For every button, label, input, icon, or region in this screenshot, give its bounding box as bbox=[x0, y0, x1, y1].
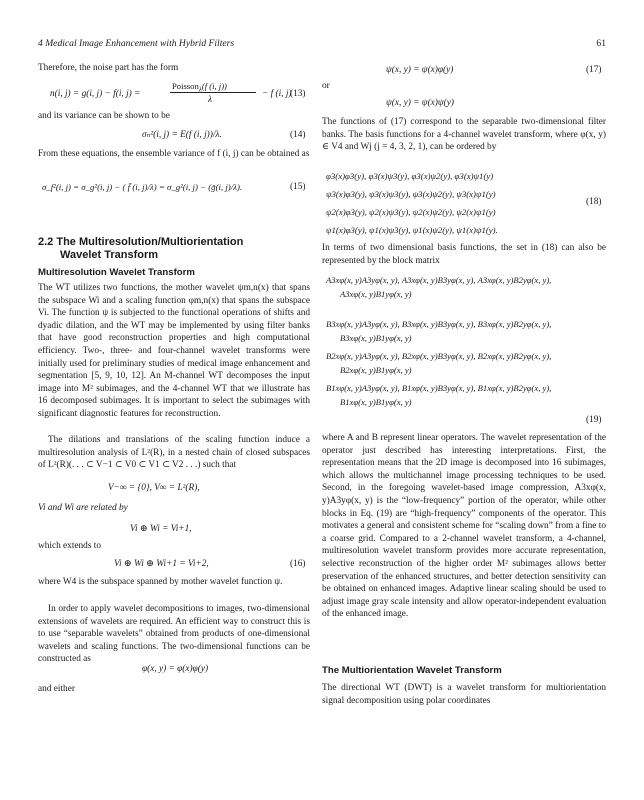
paragraph: The dilations and translations of the scaling function induce a multiresolution analysis of L²(R), in a nested chain of closed subspaces of L²(R)(. . . ⊂ V−1 ⊂ V0 ⊂ V1 ⊂ V2 . . .) such that bbox=[38, 435, 310, 471]
running-header bbox=[38, 38, 606, 49]
paragraph: Therefore, the noise part has the form bbox=[38, 63, 179, 73]
paragraph: and either bbox=[38, 684, 75, 694]
equation-number: (18) bbox=[586, 197, 602, 207]
equation-number: (19) bbox=[586, 415, 602, 425]
paragraph: which extends to bbox=[38, 541, 101, 551]
subsection-heading: Multiresolution Wavelet Transform bbox=[38, 267, 195, 278]
paragraph: Vi and Wi are related by bbox=[38, 503, 128, 513]
paragraph: The directional WT (DWT) is a wavelet transform for multiorientation signal decomposition using polar coordinates bbox=[322, 683, 606, 706]
paragraph: where W4 is the subspace spanned by mother wavelet function ψ. bbox=[38, 577, 283, 587]
paragraph: From these equations, the ensemble variance of f (i, j) can be obtained as bbox=[38, 149, 310, 159]
section-heading: 2.2 The Multiresolution/Multiorientation Wavelet Transform bbox=[38, 236, 244, 261]
fraction-bar bbox=[170, 92, 256, 93]
equation-number: (13) bbox=[290, 89, 306, 99]
page-number: 61 bbox=[596, 38, 606, 49]
equation: ψ(x, y) = ψ(x)ψ(y) bbox=[386, 98, 454, 108]
subsection-heading: The Multiorientation Wavelet Transform bbox=[322, 665, 502, 676]
paragraph: In terms of two dimensional basis functions, the set in (18) can also be represented by the block matrix bbox=[322, 243, 606, 266]
paragraph: In order to apply wavelet decompositions to images, two-dimensional extensions of wavelets are required. An efficient way to construct this is to use “separable wavelets” obtained from products of one-dimensional wavelets and scaling functions. The two-dimensional functions can be constructed as bbox=[38, 604, 310, 665]
equation-number: (17) bbox=[586, 65, 602, 75]
paragraph: and its variance can be shown to be bbox=[38, 111, 170, 121]
equation-number: (14) bbox=[290, 130, 306, 140]
equation: φ(x, y) = φ(x)φ(y) bbox=[142, 664, 209, 674]
paragraph: The functions of (17) correspond to the separable two-dimensional filter banks. The basis functions for a 4-channel wavelet transform, where φ(x, y) ∈ V4 and Wj (j = 4, 3, 2, 1), can be ordered by bbox=[322, 117, 606, 153]
chapter-title: 4 Medical Image Enhancement with Hybrid Filters bbox=[38, 38, 235, 49]
equation-number: (16) bbox=[290, 559, 306, 569]
paragraph: where A and B represent linear operators. The wavelet representation of the operator just described has interesting interpretations. First, the representation means that the 2D image is decomposed into 16 subimages, which allows the multichannel image processing techniques to be used. Second, in the foregoing wavelet-based image compression, A3xφ(x, y)A3yφ(x, y) is the “low-frequency” portion of the operator, while other blocks in Eq. (19) are “high-frequency” components of the operator. This motivates a general and consistent scheme for “scaling down” from a fine to a coarse grid. Compared to a 2-channel wavelet transform, a 4-channel, multiresolution wavelet transform provides more accurate representation, selective reconstruction of the higher order M² subimages allows better preservation of the enhanced structures, and better detection sensitivity can be obtained on enhanced images. Adaptive linear scaling should be used to adjust image gray scale intensity and allow operator-independent evaluation of the enhanced image. bbox=[322, 433, 606, 620]
equation-number: (15) bbox=[290, 182, 306, 192]
paragraph: or bbox=[322, 81, 330, 91]
equation: Vi ⊕ Wi = Vi+1, bbox=[130, 524, 192, 534]
paragraph: The WT utilizes two functions, the mother wavelet ψm,n(x) that spans the subspace Wi and a scaling function φm,n(x) that spans the subspace Vi. The function ψ is subjected to the functional operations of shifts and dyadic dilation, and the WT may be implemented by using filter banks that have good reconstruction properties and high computational efficiency. Two-, three- and four-channel wavelet transforms were initially used for preliminary studies of medical image enhancement and segmentation [5, 9, 10, 12]. An M-channel WT decomposes the input image into M² subimages, and the 4-channel WT that we illustrate has 16 decomposed subimages. It is important to select the subimages with significant diagnostic features for reconstruction. bbox=[38, 283, 310, 419]
equation: V−∞ = {0}, V∞ = L²(R), bbox=[108, 483, 200, 493]
